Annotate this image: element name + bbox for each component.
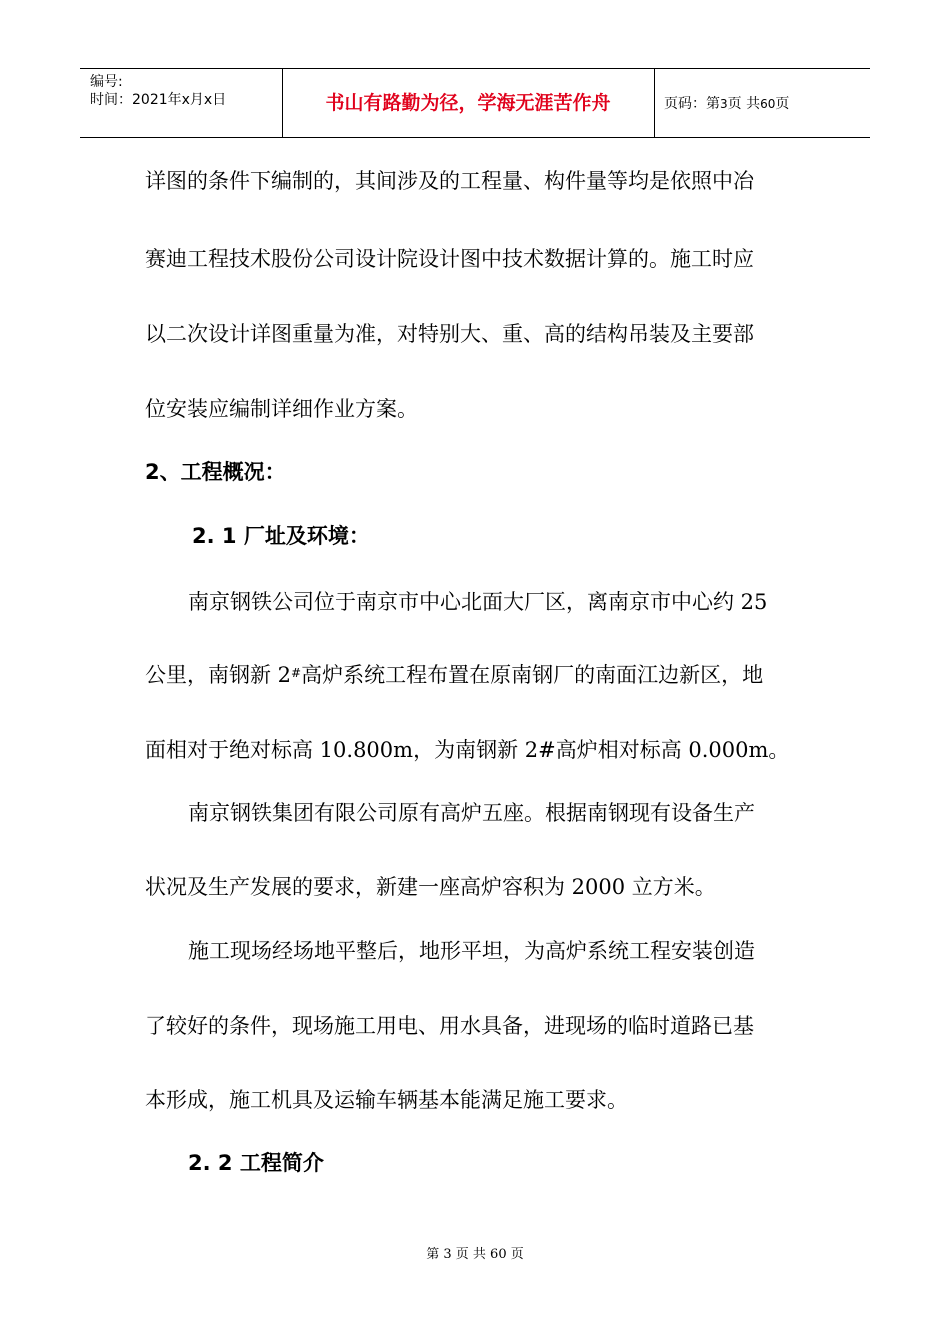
header-page-code: 页码：第3页 共60页 [664, 96, 790, 112]
page-header [80, 68, 870, 138]
header-motto: 书山有路勤为径，学海无涯苦作舟 [325, 92, 611, 114]
paragraph-line: 状况及生产发展的要求，新建一座高炉容积为 2000 立方米。 [145, 875, 716, 899]
document-number-label: 编号: [90, 74, 123, 90]
paragraph-line: 南京钢铁公司位于南京市中心北面大厂区，离南京市中心约 25 [188, 590, 768, 614]
paragraph-line: 南京钢铁集团有限公司原有高炉五座。根据南钢现有设备生产 [188, 801, 755, 825]
page-footer: 第 3 页 共 60 页 [426, 1247, 524, 1262]
subsection-heading: 2. 1 厂址及环境： [192, 524, 370, 548]
paragraph-line: 了较好的条件，现场施工用电、用水具备，进现场的临时道路已基 [145, 1014, 754, 1038]
paragraph-line: 赛迪工程技术股份公司设计院设计图中技术数据计算的。施工时应 [145, 247, 754, 271]
paragraph-line: 面相对于绝对标高 10.800m，为南钢新 2#高炉相对标高 0.000m。 [145, 738, 790, 762]
subsection-heading: 2. 2 工程简介 [188, 1151, 324, 1175]
paragraph-line: 公里，南钢新 2#高炉系统工程布置在原南钢厂的南面江边新区，地 [145, 663, 764, 687]
document-time-label: 时间：2021年x月x日 [90, 92, 227, 108]
paragraph-line: 以二次设计详图重量为准，对特别大、重、高的结构吊装及主要部 [145, 322, 754, 346]
paragraph-line: 详图的条件下编制的，其间涉及的工程量、构件量等均是依照中冶 [145, 169, 754, 193]
header-divider [654, 69, 655, 137]
section-heading: 2、工程概况： [145, 460, 286, 484]
paragraph-line: 施工现场经场地平整后，地形平坦，为高炉系统工程安装创造 [188, 939, 755, 963]
header-meta [90, 73, 226, 109]
paragraph-line: 本形成，施工机具及运输车辆基本能满足施工要求。 [145, 1088, 628, 1112]
paragraph-line: 位安装应编制详细作业方案。 [145, 397, 418, 421]
